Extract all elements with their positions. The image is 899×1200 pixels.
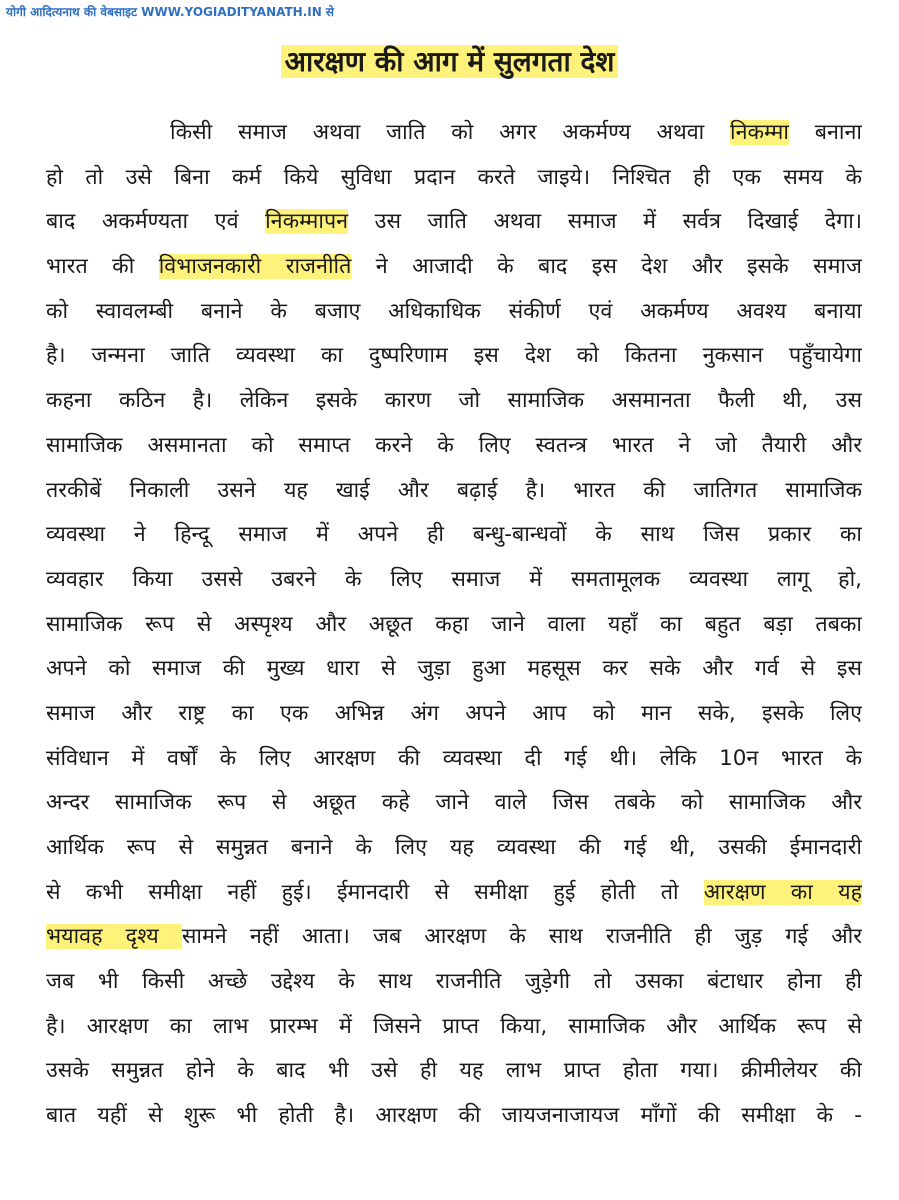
text-line bbox=[46, 871, 862, 916]
text-segment: को स्वावलम्बी बनाने के बजाए अधिकाधिक संकीर्ण एवं अकर्मण्य अवश्य बनाया bbox=[46, 298, 862, 324]
text-line bbox=[46, 245, 862, 290]
text-segment: समाज और राष्ट्र का एक अभिन्न अंग अपने आप को मान सके, इसके लिए bbox=[46, 700, 862, 726]
text-line bbox=[46, 781, 862, 826]
text-segment: है। आरक्षण का लाभ प्रारम्भ में जिसने प्राप्त किया, सामाजिक और आर्थिक रूप से bbox=[46, 1013, 862, 1039]
text-segment: ने आजादी के बाद इस देश और इसके समाज bbox=[351, 254, 862, 280]
text-line bbox=[46, 915, 862, 960]
text-line bbox=[46, 111, 862, 156]
text-line bbox=[46, 290, 862, 335]
text-line bbox=[46, 469, 862, 514]
text-segment: किसी समाज अथवा जाति को अगर अकर्मण्य अथवा bbox=[170, 120, 731, 145]
text-line bbox=[46, 200, 862, 245]
text-segment: हो तो उसे बिना कर्म किये सुविधा प्रदान करते जाइये। निश्चित ही एक समय के bbox=[46, 164, 862, 190]
text-segment: व्यवहार किया उससे उबरने के लिए समाज में समतामूलक व्यवस्था लागू हो, bbox=[46, 566, 862, 592]
text-segment: है। जन्मना जाति व्यवस्था का दुष्परिणाम इस देश को कितना नुकसान पहुँचायेगा bbox=[46, 343, 862, 369]
text-segment: व्यवस्था ने हिन्दू समाज में अपने ही बन्धु-बान्धवों के साथ जिस प्रकार का bbox=[46, 522, 862, 548]
text-segment: अन्दर सामाजिक रूप से अछूत कहे जाने वाले जिस तबके को सामाजिक और bbox=[46, 790, 862, 816]
text-segment: बनाना bbox=[788, 120, 862, 145]
text-segment: भारत की bbox=[46, 254, 159, 280]
highlighted-phrase: निकम्मापन bbox=[265, 209, 349, 235]
text-line bbox=[46, 1094, 862, 1139]
highlighted-phrase: भयावह दृश्य bbox=[46, 924, 182, 950]
text-segment: जब भी किसी अच्छे उद्देश्य के साथ राजनीति जुड़ेगी तो उसका बंटाधार होना ही bbox=[46, 969, 862, 995]
text-line bbox=[46, 960, 862, 1005]
text-segment: अपने को समाज की मुख्य धारा से जुड़ा हुआ महसूस कर सके और गर्व से इस bbox=[46, 656, 862, 682]
highlighted-phrase: निकम्मा bbox=[730, 120, 789, 145]
text-line bbox=[46, 513, 862, 558]
text-segment: उसके समुन्नत होने के बाद भी उसे ही यह लाभ प्राप्त होता गया। क्रीमीलेयर की bbox=[46, 1058, 862, 1084]
text-segment: बात यहीं से शुरू भी होती है। आरक्षण की जायजनाजायज माँगों की समीक्षा के - bbox=[46, 1103, 862, 1129]
text-line bbox=[46, 334, 862, 379]
text-segment: उस जाति अथवा समाज में सर्वत्र दिखाई देगा। bbox=[348, 209, 862, 235]
text-segment: सामने नहीं आता। जब आरक्षण के साथ राजनीति ही जुड़ गई और bbox=[181, 924, 862, 950]
text-segment: कहना कठिन है। लेकिन इसके कारण जो सामाजिक असमानता फैली थी, उस bbox=[46, 388, 862, 414]
highlighted-phrase: आरक्षण का यह bbox=[703, 879, 862, 905]
text-line bbox=[46, 603, 862, 648]
text-line bbox=[46, 647, 862, 692]
text-line bbox=[46, 826, 862, 871]
text-segment: सामाजिक असमानता को समाप्त करने के लिए स्वतन्त्र भारत ने जो तैयारी और bbox=[46, 432, 862, 458]
text-line bbox=[46, 156, 862, 201]
text-segment: तरकीबें निकाली उसने यह खाई और बढ़ाई है। भारत की जातिगत सामाजिक bbox=[46, 477, 862, 503]
text-segment: आर्थिक रूप से समुन्नत बनाने के लिए यह व्यवस्था की गई थी, उसकी ईमानदारी bbox=[46, 835, 862, 860]
text-line bbox=[46, 424, 862, 469]
text-line bbox=[46, 737, 862, 782]
text-segment: संविधान में वर्षों के लिए आरक्षण की व्यवस्था दी गई थी। लेकि 10न भारत के bbox=[46, 745, 862, 771]
highlighted-phrase: विभाजनकारी राजनीति bbox=[158, 254, 352, 280]
title-text: आरक्षण की आग में सुलगता देश bbox=[281, 45, 619, 78]
text-line bbox=[46, 379, 862, 424]
page-title bbox=[0, 40, 899, 84]
text-line bbox=[46, 692, 862, 737]
text-line bbox=[46, 1005, 862, 1050]
text-segment: से कभी समीक्षा नहीं हुई। ईमानदारी से समीक्षा हुई होती तो bbox=[46, 879, 704, 905]
text-segment: सामाजिक रूप से अस्पृश्य और अछूत कहा जाने वाला यहाँ का बहुत बड़ा तबका bbox=[46, 611, 862, 637]
source-attribution: योगी आदित्यनाथ की वेबसाइट WWW.YOGIADITYANATH.IN से bbox=[6, 5, 335, 19]
article-body bbox=[46, 111, 862, 1139]
text-line bbox=[46, 1049, 862, 1094]
text-line bbox=[46, 558, 862, 603]
text-segment: बाद अकर्मण्यता एवं bbox=[46, 209, 266, 235]
